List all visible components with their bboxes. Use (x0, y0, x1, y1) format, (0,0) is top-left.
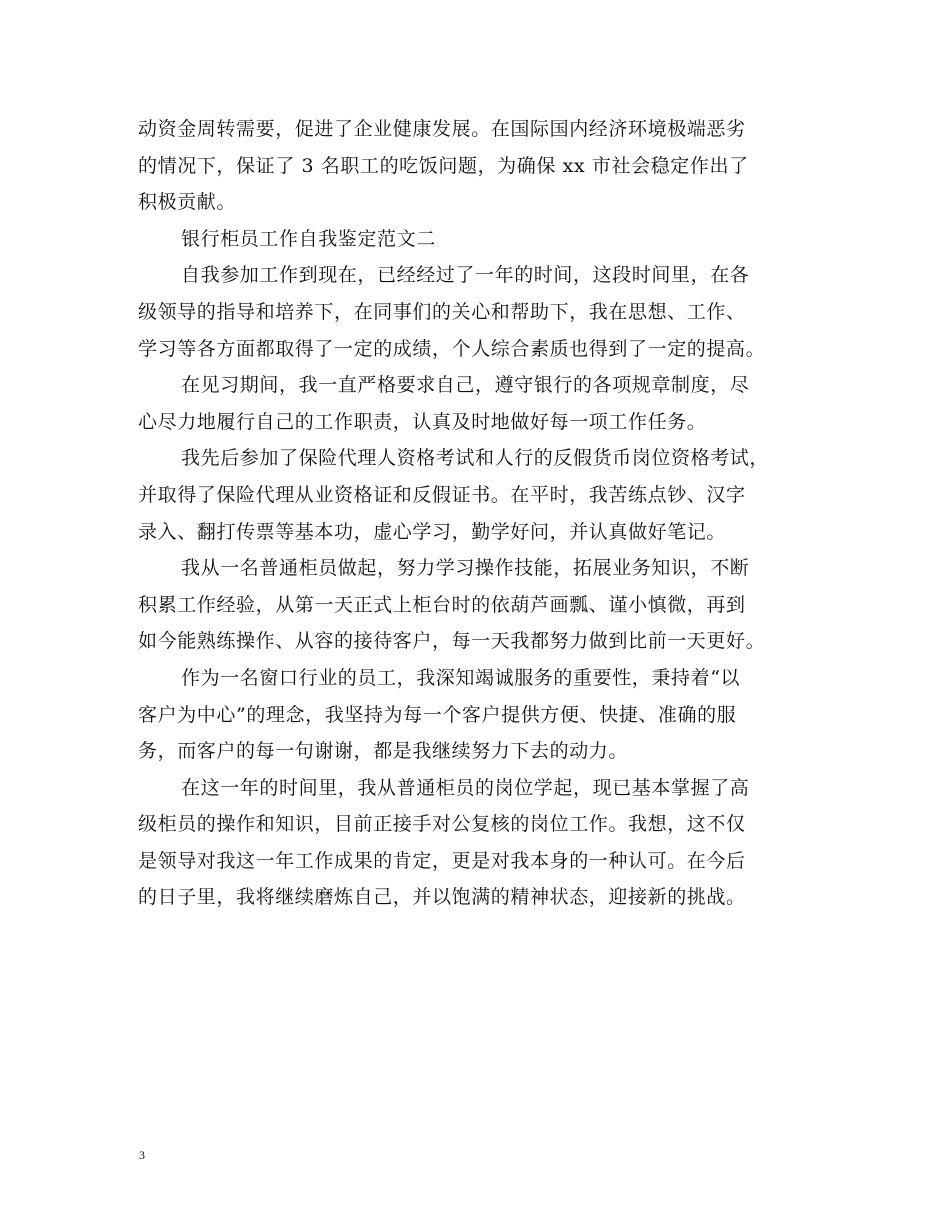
text-line: 级柜员的操作和知识，目前正接手对公复核的岗位工作。我想，这不仅 (138, 813, 746, 836)
text-line: 是领导对我这一年工作成果的肯定，更是对我本身的一种认可。在今后 (138, 849, 746, 872)
page-number: 3 (139, 1148, 145, 1162)
text-line: 我先后参加了保险代理人资格考试和人行的反假货币岗位资格考试， (181, 447, 770, 470)
text-line: 积极贡献。 (138, 191, 237, 214)
text-line: 客户为中心”的理念，我坚持为每一个客户提供方便、快捷、准确的服 (138, 703, 737, 726)
text-line: 级领导的指导和培养下，在同事们的关心和帮助下，我在思想、工作、 (138, 300, 746, 323)
text-line: 在见习期间，我一直严格要求自己，遵守银行的各项规章制度，尽 (181, 374, 750, 397)
text-line: 动资金周转需要，促进了企业健康发展。在国际国内经济环境极端恶劣 (138, 118, 746, 140)
text-line: 自我参加工作到现在，已经经过了一年的时间，这段时间里，在各 (181, 264, 750, 287)
text-line: 如今能熟练操作、从容的接待客户，每一天我都努力做到比前一天更好。 (138, 630, 766, 653)
text-line: 务，而客户的每一句谢谢，都是我继续努力下去的动力。 (138, 740, 629, 763)
text-line: 的情况下，保证了 3 名职工的吃饭问题，为确保 xx 市社会稳定作出了 (138, 154, 749, 177)
text-line: 的日子里，我将继续磨炼自己，并以饱满的精神状态，迎接新的挑战。 (138, 886, 746, 909)
text-line: 学习等各方面都取得了一定的成绩，个人综合素质也得到了一定的提高。 (138, 337, 766, 360)
text-line: 录入、翻打传票等基本功，虚心学习，勤学好问，并认真做好笔记。 (138, 520, 727, 543)
text-line: 积累工作经验，从第一天正式上柜台时的依葫芦画瓢、谨小慎微，再到 (138, 593, 746, 616)
text-line: 并取得了保险代理从业资格证和反假证书。在平时，我苦练点钞、汉字 (138, 483, 746, 506)
text-line: 在这一年的时间里，我从普通柜员的岗位学起，现已基本掌握了高 (181, 776, 750, 799)
text-line: 心尽力地履行自己的工作职责，认真及时地做好每一项工作任务。 (138, 410, 707, 433)
text-line: 作为一名窗口行业的员工，我深知竭诚服务的重要性，秉持着“以 (181, 666, 741, 689)
section-heading: 银行柜员工作自我鉴定范文二 (181, 227, 436, 250)
body-text (138, 111, 828, 916)
text-line: 我从一名普通柜员做起，努力学习操作技能，拓展业务知识，不断 (181, 557, 750, 580)
